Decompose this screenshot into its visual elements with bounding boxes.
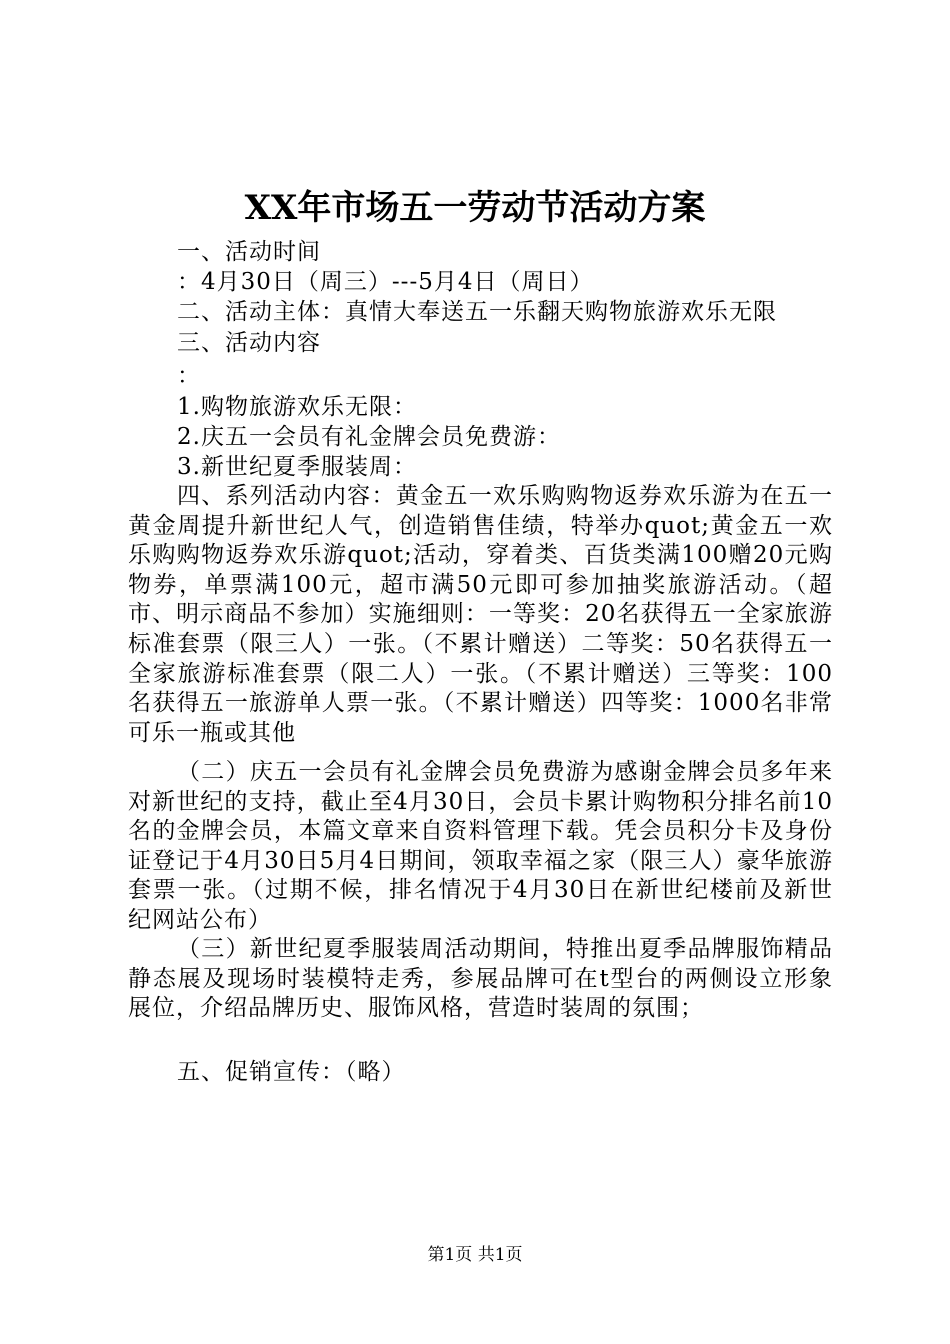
activity-time-text: ：4月30日（周三）---5月4日（周日） (177, 269, 594, 295)
section-heading-content: 三、活动内容 (177, 330, 321, 356)
paragraph-member-gift: （二）庆五一会员有礼金牌会员免费游为感谢金牌会员多年来对新世纪的支持，截止至4月30日，会员卡累计购物积分排名前10名的金牌会员，本篇文章来自资料管理下载。凭会员积分卡及身份证登记于4月30日5月4日期间，领取幸福之家（限三人）豪华旅游套票一张。（过期不候，排名情况于4月30日在新世纪楼前及新世纪网站公布） (128, 759, 833, 933)
content-item-2: 2.庆五一会员有礼金牌会员免费游： (177, 424, 561, 450)
content-item-3: 3.新世纪夏季服装周： (177, 454, 417, 480)
content-colon: ： (177, 363, 201, 389)
paragraph-promotion: 五、促销宣传：（略） (177, 1059, 406, 1085)
page-footer: 第1页 共1页 (427, 1245, 523, 1265)
document-title: XX年市场五一劳动节活动方案 (244, 188, 706, 228)
paragraph-fashion-week: （三）新世纪夏季服装周活动期间，特推出夏季品牌服饰精品静态展及现场时装模特走秀，参展品牌可在t型台的两侧设立形象展位，介绍品牌历史、服饰风格，营造时装周的氛围； (128, 936, 833, 1022)
content-item-1: 1.购物旅游欢乐无限： (177, 394, 417, 420)
section-heading-subject: 二、活动主体：真情大奉送五一乐翻天购物旅游欢乐无限 (177, 299, 777, 325)
section-heading-time: 一、活动时间 (177, 239, 321, 265)
paragraph-series-activities: 四、系列活动内容：黄金五一欢乐购购物返券欢乐游为在五一黄金周提升新世纪人气，创造销售佳绩，特举办quot;黄金五一欢乐购购物返券欢乐游quot;活动，穿着类、百货类满100赠20元购物券，单票满100元，超市满50元即可参加抽奖旅游活动。（超市、明示商品不参加）实施细则：一等奖：20名获得五一全家旅游标准套票（限三人）一张。（不累计赠送）二等奖：50名获得五一全家旅游标准套票（限二人）一张。（不累计赠送）三等奖：100名获得五一旅游单人票一张。（不累计赠送）四等奖：1000名非常可乐一瓶或其他 (128, 483, 833, 746)
